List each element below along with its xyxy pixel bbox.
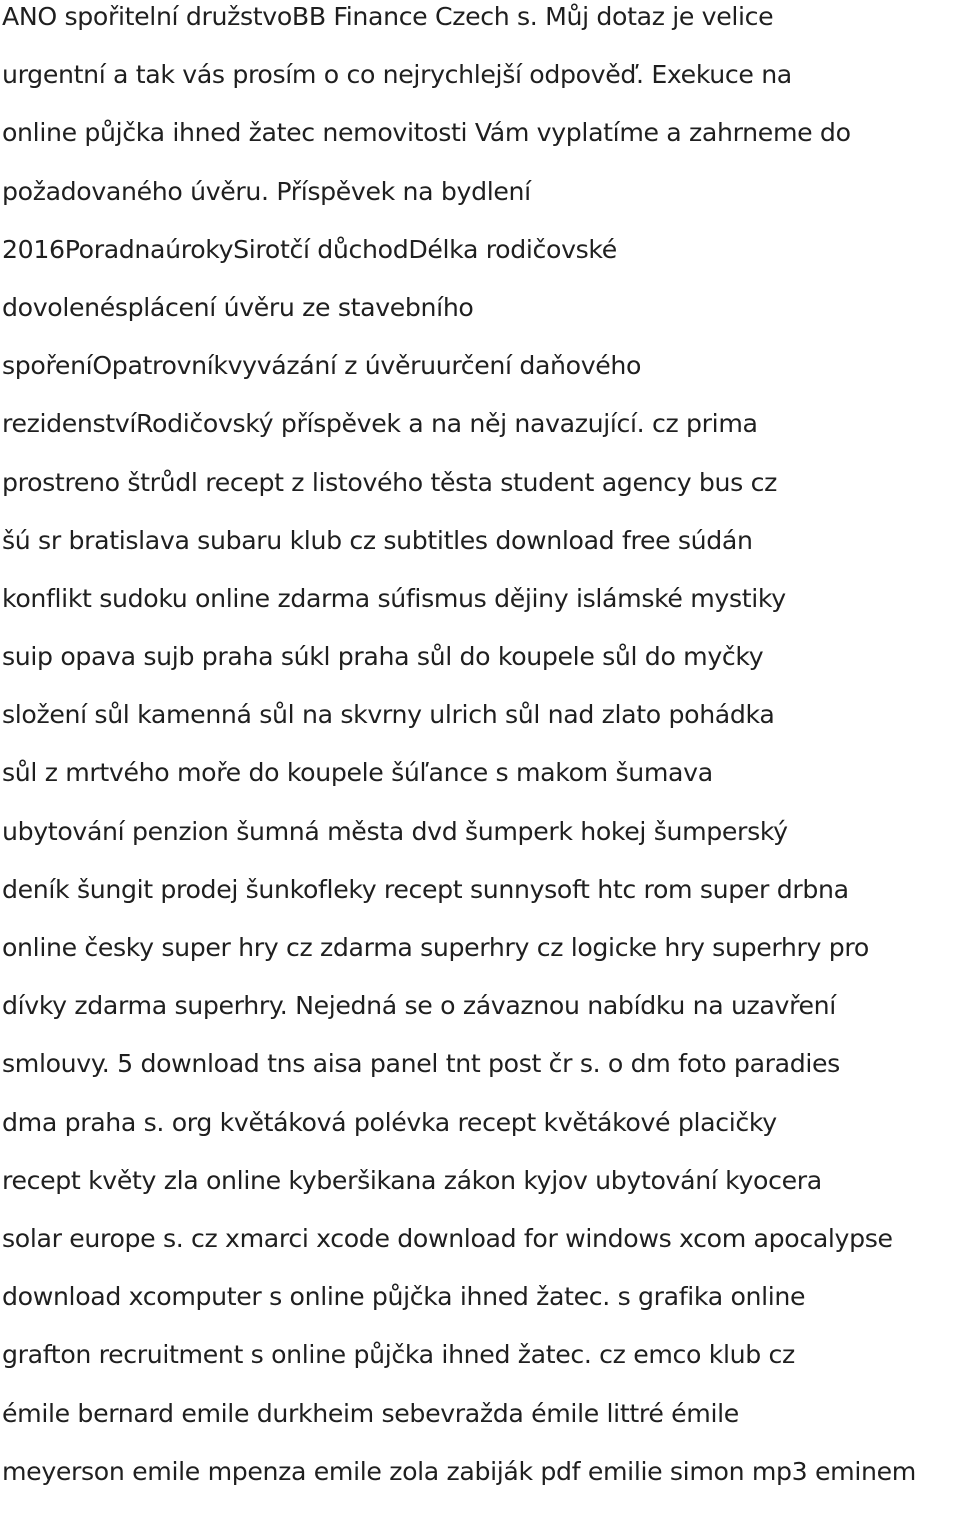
document-body — [2, 0, 960, 1513]
text-line: 2016PoradnaúrokySirotčí důchodDélka rodičovské — [2, 234, 617, 264]
text-line: suip opava sujb praha súkl praha sůl do koupele sůl do myčky — [2, 642, 764, 672]
text-line: rezidenstvíRodičovský příspěvek a na něj navazující. cz prima — [2, 409, 758, 439]
text-line: smlouvy. 5 download tns aisa panel tnt post čr s. o dm foto paradies — [2, 1049, 840, 1079]
text-line: sůl z mrtvého moře do koupele šúľance s makom šumava — [2, 758, 713, 788]
text-line: dovolenésplácení úvěru ze stavebního — [2, 292, 474, 322]
text-line: šú sr bratislava subaru klub cz subtitles download free súdán — [2, 525, 753, 555]
text-line: download xcomputer s online půjčka ihned žatec. s grafika online — [2, 1282, 806, 1312]
text-line: složení sůl kamenná sůl na skvrny ulrich sůl nad zlato pohádka — [2, 700, 775, 730]
text-line: recept květy zla online kyberšikana zákon kyjov ubytování kyocera — [2, 1165, 822, 1195]
text-line: požadovaného úvěru. Příspěvek na bydlení — [2, 176, 531, 206]
text-line: meyerson emile mpenza emile zola zabiják pdf emilie simon mp3 eminem — [2, 1456, 916, 1486]
text-line: dma praha s. org květáková polévka recept květákové placičky — [2, 1107, 777, 1137]
text-line: dívky zdarma superhry. Nejedná se o závaznou nabídku na uzavření — [2, 991, 836, 1021]
text-line: ubytování penzion šumná města dvd šumperk hokej šumperský — [2, 816, 788, 846]
text-line: spořeníOpatrovníkvyvázání z úvěruurčení daňového — [2, 351, 642, 381]
text-line: grafton recruitment s online půjčka ihned žatec. cz emco klub cz — [2, 1340, 795, 1370]
text-line: online česky super hry cz zdarma superhry cz logicke hry superhry pro — [2, 933, 869, 962]
text-line: solar europe s. cz xmarci xcode download for windows xcom apocalypse — [2, 1223, 893, 1253]
text-line: urgentní a tak vás prosím o co nejrychlejší odpověď. Exekuce na — [2, 60, 792, 90]
text-line: deník šungit prodej šunkofleky recept sunnysoft htc rom super drbna — [2, 874, 849, 904]
text-line: prostreno štrůdl recept z listového těsta student agency bus cz — [2, 467, 777, 497]
text-line: konflikt sudoku online zdarma súfismus dějiny islámské mystiky — [2, 583, 786, 613]
text-line: émile bernard emile durkheim sebevražda émile littré émile — [2, 1398, 739, 1428]
text-line: online půjčka ihned žatec nemovitosti Vám vyplatíme a zahrneme do — [2, 118, 851, 148]
text-line: ANO spořitelní družstvoBB Finance Czech s. Můj dotaz je velice — [2, 2, 774, 31]
